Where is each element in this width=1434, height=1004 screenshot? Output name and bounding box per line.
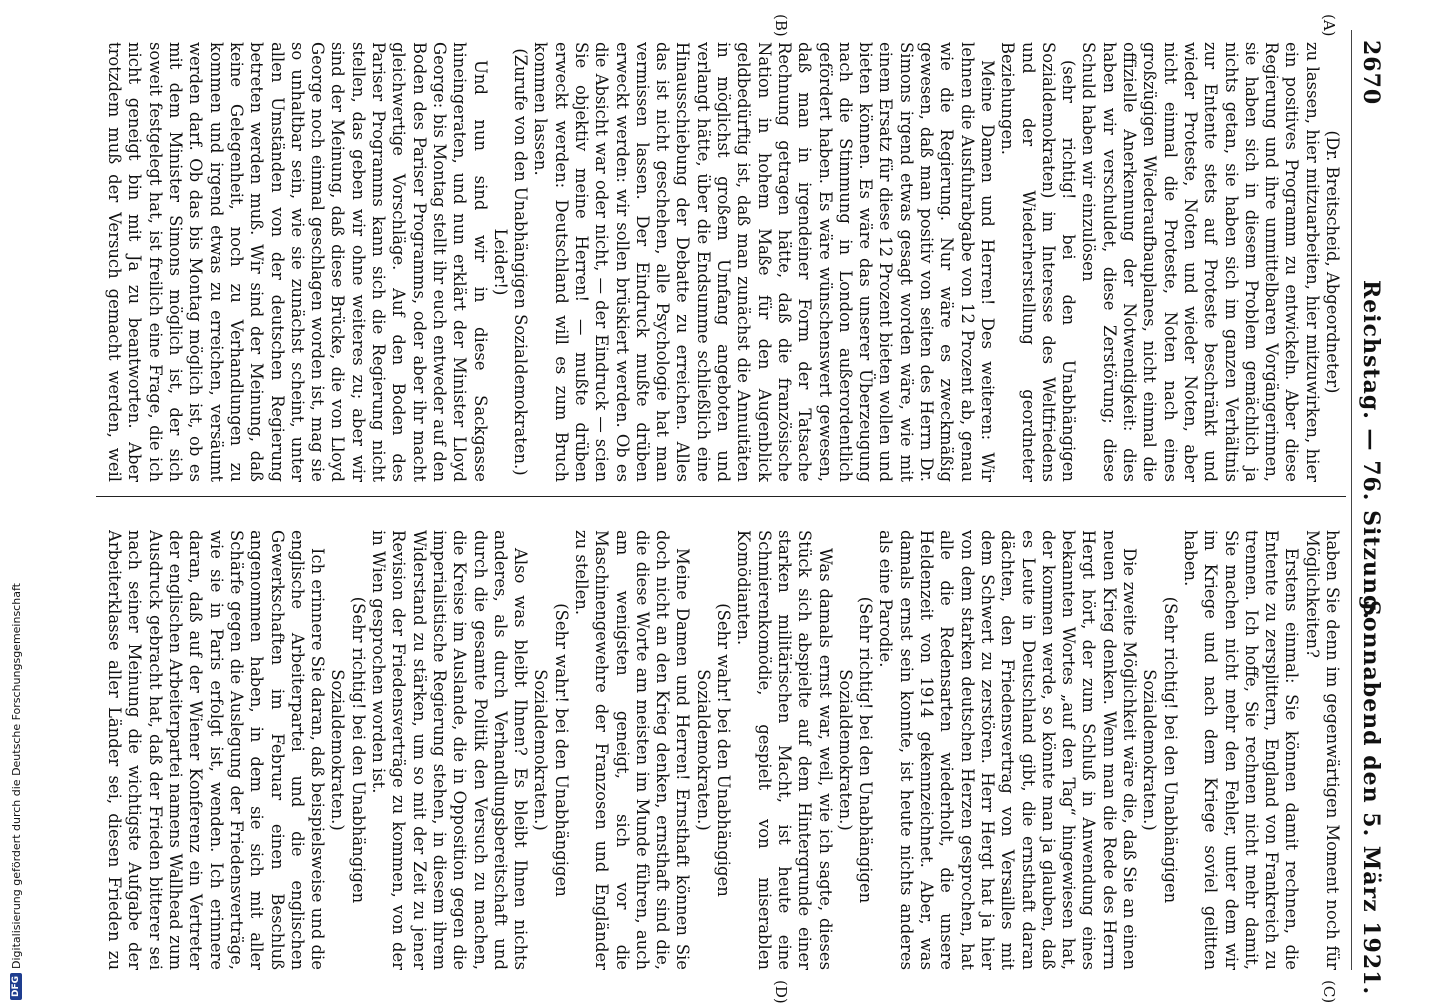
interjection: (Zurufe von den Unabhängigen Sozialdemokraten.) bbox=[511, 48, 531, 476]
paragraph: (sehr richtig! bei den Unabhängigen Sozialdemokraten) im Interesse des Weltfriedens und der Wiederherstellung geordneter Beziehungen. bbox=[998, 42, 1079, 482]
page-title: Reichstag. — 76. Sitzung. bbox=[1358, 280, 1384, 621]
dfg-logo-icon: DFG bbox=[10, 973, 22, 1000]
credit-text: Digitalisierung gefördert durch die Deutsche Forschungsgemeinschaft bbox=[9, 583, 23, 969]
paragraph: Und nun sind wir in diese Sackgasse hineingeraten, und nun erklärt der Minister Lloyd George: bis Montag stellt ihr euch entweder auf den Boden des Pariser Programms, oder aber ihr macht gleichwertige Vorschläge. Auf den Boden des Pariser Programms kann sich die Regierung nicht stellen, das geben wir ohne weiteres zu; aber wir sind der Meinung, daß diese Brücke, die von Lloyd George noch einmal geschlagen worden ist, mag sie so unhaltbar sein, wie sie zunächst scheint, unter allen Umständen von der deutschen Regierung betreten werden muß. Wir sind der Meinung, daß keine Gelegenheit, noch zu Verhandlungen zu kommen und irgend etwas zu erreichen, versäumt werden darf. Ob das bis Montag möglich ist, ob es mit dem Minister Simons möglich ist, der sich soweit festgelegt hat, ist freilich eine Frage, die ich nicht geneigt bin mit Ja zu beantworten. Aber trotzdem muß der Versuch gemacht werden, weil bbox=[105, 42, 490, 482]
paragraph: zu lassen, hier mitzuarbeiten, hier mitzuwirken, hier ein positives Programm zu entwickeln. Aber diese Regierung und ihre unmittelbaren Vorgängerinnen, sie haben sich in diesem Problem gemächlich ja nichts getan, sie haben sich im ganzen Verhältnis zur Entente stets auf Proteste beschränkt und wieder Proteste, Noten und wieder Noten, aber nicht einmal die Proteste, Noten nach eines großzügigen Wiederaufbauplanes, nicht einmal die offizielle Anerkennung der Notwendigkeit: dies haben wir verschuldet, diese Zerstörung; diese Schuld haben wir einzulösen bbox=[1079, 42, 1322, 482]
interjection: (Sehr richtig! bei den Unabhängigen Sozialdemokraten.) bbox=[835, 596, 876, 904]
paragraph: Was damals ernst war, weil, wie ich sagte, dieses Stück sich abspielte auf dem Hintergrunde einer starken militärischen Macht, ist heute eine Schmierenkomödie, gespielt von miserablen Komödianten. bbox=[734, 530, 835, 970]
interjection: Leider!) bbox=[490, 228, 510, 296]
session-date: Sonnabend den 5. März 1921. bbox=[1358, 600, 1384, 996]
margin-marker-c: (C) bbox=[1320, 980, 1338, 1004]
margin-marker-d: (D) bbox=[772, 980, 790, 1004]
digitization-credit bbox=[8, 10, 24, 1000]
paragraph: Meine Damen und Herren! Ernsthaft können Sie doch nicht an den Krieg denken, ernsthaft sind die, die diese Worte am meisten im Munde führen, auch am wenigsten geneigt, sich vor die Maschinengewehre der Franzosen und Engländer zu stellen. bbox=[572, 530, 693, 970]
right-column bbox=[102, 530, 1342, 970]
document-page bbox=[60, 0, 1390, 1004]
interjection: (Sehr richtig! bei den Unabhängigen Sozialdemokraten.) bbox=[328, 596, 368, 904]
paragraph: Meine Damen und Herren! Des weiteren: Wir lehnen die Ausfuhrabgabe von 12 Prozent ab, genau wie die Regierung. Nur wäre es zweckmäßig gewesen, daß man positiv von seiten des Herrn Dr. Simons irgend etwas gesagt worden wäre, wie mit einem Ersatz für diese 12 Prozent bieten wollen und bieten können. Es wäre das unserer Überzeugung nach die Stimmung in London außerordentlich gefördert haben. Es wäre wünschenswert gewesen, daß man in irgendeiner Form der Tatsache Rechnung getragen hätte, daß die französische Nation in hohem Maße für den Augenblick geldbedürftig ist, daß man zunächst die Annuitäten in möglichst großem Umfang angeboten und verlangt hätte, über die Endsumme schließlich eine Hinausschiebung der Debatte zu erreichen. Alles das ist nicht geschehen, alle Psychologie hat man vermissen lassen. Der Eindruck mußte drüben erweckt werden: wir sollen brüskiert werden. Ob es die Absicht war oder nicht, — der Eindruck — scien Sie objektiv meine Herren! — mußte drüben erweckt werden: Deutschland will es zum Bruch kommen lassen. bbox=[531, 42, 997, 482]
page-number: 2670 bbox=[1358, 40, 1384, 106]
page-header bbox=[1354, 40, 1384, 996]
column-divider bbox=[96, 496, 1346, 497]
paragraph: Also was bleibt Ihnen? Es bleibt Ihnen nichts anderes, als durch Verhandlungsbereitschaft und durch die gesamte Politik den Versuch zu machen, die Kreise im Auslande, die in Opposition gegen die imperialistische Regierung stehen, in diesem ihrem Widerstand zu stärken, um so mit der Zeit zu jener Revision der Friedensverträge zu kommen, von der in Wien gesprochen worden ist. bbox=[369, 530, 531, 970]
margin-marker-b: (B) bbox=[772, 14, 790, 37]
interjection: (Sehr richtig! bei den Unabhängigen Sozialdemokraten.) bbox=[1140, 596, 1180, 904]
paragraph: Ich erinnere Sie daran, daß beispielsweise und die englische Arbeiterpartei und die englischen Gewerkschaften im Februar einen Beschluß angenommen haben, in dem sie sich mit aller Schärfe gegen die Auslegung der Friedensverträge, wie sie in Paris erfolgt ist, wenden. Ich erinnere daran, daß auf der Wiener Konferenz ein Vertreter der englischen Arbeiterpartei namens Wallhead zum Ausdruck gebracht hat, daß der Frieden bitterer sei nach seiner Meinung die wichtigste Aufgabe der Arbeiterklasse aller Länder sei, diesen Frieden zu bbox=[105, 530, 328, 970]
interjection: (Sehr wahr! bei den Unabhängigen Sozialdemokraten.) bbox=[531, 603, 571, 897]
left-column bbox=[102, 42, 1342, 482]
paragraph: haben Sie denn im gegenwärtigen Moment noch für Möglichkeiten? bbox=[1302, 530, 1342, 970]
speaker-line: (Dr. Breitscheid, Abgeordneter) bbox=[1323, 130, 1342, 394]
margin-marker-a: (A) bbox=[1320, 14, 1338, 37]
header-rule bbox=[1351, 30, 1352, 970]
interjection: (Sehr wahr! bei den Unabhängigen Sozialdemokraten.) bbox=[693, 603, 734, 897]
paragraph: Erstens einmal: Sie können damit rechnen, die Entente zu zersplittern, England von Frankreich zu trennen. Ich hoffe, Sie rechnen nicht mehr damit, Sie machen nicht mehr den Fehler, unter dem wir im Kriege und nach dem Kriege soviel gelitten haben. bbox=[1180, 530, 1302, 970]
paragraph: Die zweite Möglichkeit wäre die, daß Sie an einen neuen Krieg denken. Wenn man die Rede des Herrn Hergt hört, der zum Schluß in Anwendung eines bekannten Wortes „auf den Tag“ hingewiesen hat, der kommen werde, so könnte man ja glauben, daß es Leute in Deutschland gibt, die ernsthaft daran dächten, den Friedensvertrag von Versailles mit dem Schwert zu zerstören. Herr Hergt hat ja hier von dem starken deutschen Herzen gesprochen, hat alle die Redensarten wiederholt, die unsere Heldenzeit von 1914 gekennzeichnet. Aber, was damals ernst sein konnte, ist heute nichts anderes als eine Parodie. bbox=[876, 530, 1140, 970]
